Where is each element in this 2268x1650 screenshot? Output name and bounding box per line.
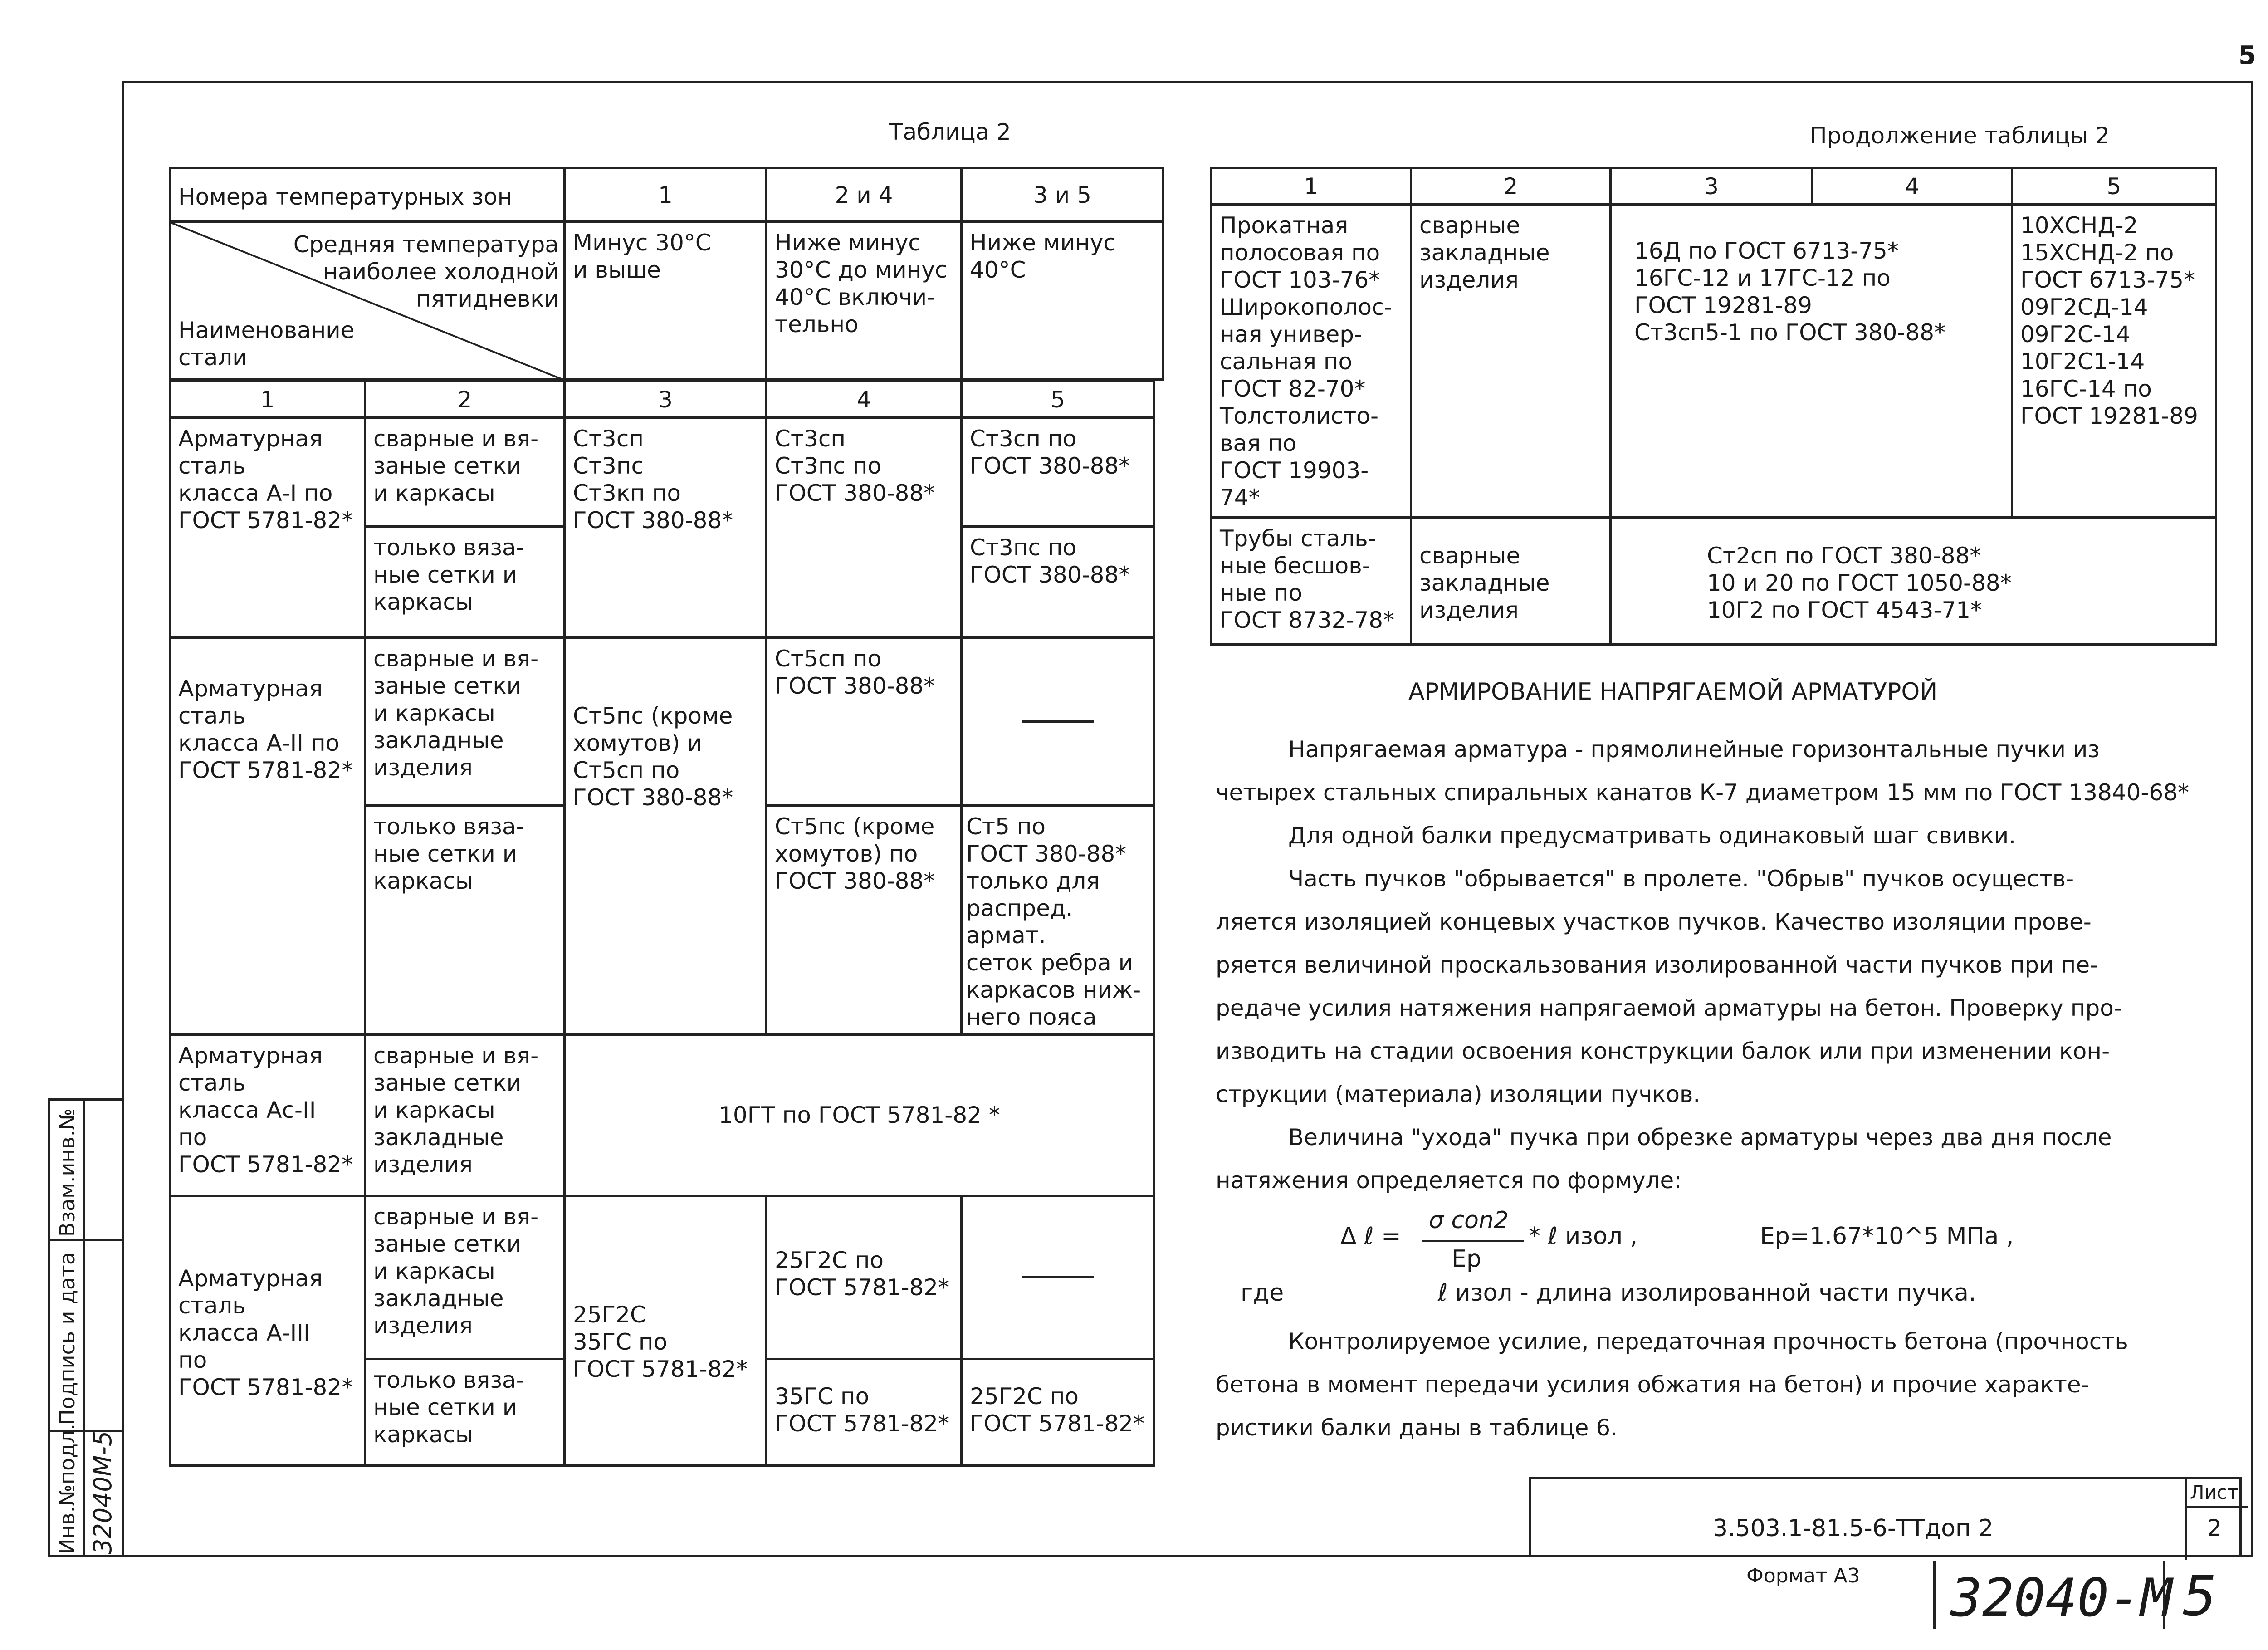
diag-top-label: Средняя температура наиболее холодной пятидневки: [293, 231, 559, 312]
c4-a3-2: 35ГС по ГОСТ 5781-82*: [767, 1359, 962, 1466]
stamp-strip: [48, 1098, 122, 1557]
c5-a2-2: Ст5 по ГОСТ 380-88* только для распред. армат. сеток ребра и каркасов ниж- него пояса: [962, 806, 1154, 1035]
dash-mark: [1022, 720, 1094, 723]
section-heading: АРМИРОВАНИЕ НАПРЯГАЕМОЙ АРМАТУРОЙ: [1408, 678, 1938, 705]
temp-zone-2: Ниже минус 30°С до минус 40°С включи- тельно: [767, 222, 962, 380]
cont-r2-c1: Трубы сталь- ные бесшов- ные по ГОСТ 8732-78*: [1212, 518, 1411, 645]
text-line: бетона в момент передачи усилия обжатия на бетон) и прочие характе-: [1216, 1371, 2089, 1398]
formula-ep: Ep=1.67*10^5 МПа ,: [1760, 1223, 2014, 1250]
text-line: редаче усилия натяжения напрягаемой арматуры на бетон. Проверку про-: [1216, 995, 2122, 1021]
section-body: [1216, 728, 2204, 1202]
stamp-inv-value: 32040М-5: [88, 1430, 117, 1554]
col-num-1: 1: [170, 382, 365, 418]
c5-a2-1: [962, 638, 1154, 806]
zone-col-1: 1: [565, 168, 767, 222]
text-line: натяжения определяется по формуле:: [1216, 1167, 1682, 1194]
cont-num-4: 4: [1813, 168, 2012, 205]
footer-number: 5: [2182, 1565, 2217, 1628]
use-a1-2: только вяза- ные сетки и каркасы: [365, 527, 565, 638]
use-a2-2: только вяза- ные сетки и каркасы: [365, 806, 565, 1035]
c3-a2: Ст5пс (кроме хомутов) и Ст5сп по ГОСТ 380-88*: [565, 638, 767, 1035]
table2-header: [169, 167, 1164, 381]
c4-a1: Ст3сп Ст3пс по ГОСТ 380-88*: [767, 418, 962, 638]
steel-ac2: Арматурная сталь класса Ас-II по ГОСТ 5781-82*: [170, 1035, 365, 1196]
cont-num-3: 3: [1611, 168, 1813, 205]
stamp-inv-label: Инв.№подл.: [55, 1423, 79, 1554]
zone-col-3: 3 и 5: [962, 168, 1163, 222]
stamp-sign-date-label: Подпись и дата: [55, 1252, 79, 1425]
steel-a3: Арматурная сталь класса А-III по ГОСТ 5781-82*: [170, 1196, 365, 1466]
col-num-4: 4: [767, 382, 962, 418]
cont-r1-c5: 10ХСНД-2 15ХСНД-2 по ГОСТ 6713-75* 09Г2СД-14 09Г2С-14 10Г2С1-14 16ГС-14 по ГОСТ 19281-89: [2012, 205, 2216, 518]
footer-divider-2: [2163, 1561, 2165, 1629]
use-ac2: сварные и вя- заные сетки и каркасы закладные изделия: [365, 1035, 565, 1196]
title-block: [1529, 1477, 2242, 1557]
text-line: Контролируемое усилие, передаточная прочность бетона (прочность: [1288, 1328, 2128, 1355]
zones-label: Номера температурных зон: [170, 168, 565, 222]
use-a1-1: сварные и вя- заные сетки и каркасы: [365, 418, 565, 527]
cont-num-5: 5: [2012, 168, 2216, 205]
text-line: Напрягаемая арматура - прямолинейные горизонтальные пучки из: [1288, 736, 2100, 763]
section-body-2: [1216, 1320, 2204, 1449]
page-number: 5: [2239, 41, 2256, 70]
use-a3-2: только вяза- ные сетки и каркасы: [365, 1359, 565, 1466]
text-line: Для одной балки предусматривать одинаковый шаг свивки.: [1288, 823, 2016, 849]
cont-num-1: 1: [1212, 168, 1411, 205]
footer-divider-1: [1933, 1561, 1936, 1629]
col-num-3: 3: [565, 382, 767, 418]
sheet-number: 2: [2207, 1515, 2222, 1541]
text-line: Величина "ухода" пучка при обрезке арматуры через два дня после: [1288, 1124, 2112, 1151]
text-line: ряется величиной проскальзования изолированной части пучков при пе-: [1216, 952, 2098, 978]
formula-numerator: σ con2: [1429, 1207, 1509, 1234]
text-line: Часть пучков "обрывается" в пролете. "Обрыв" пучков осуществ-: [1288, 866, 2074, 892]
diagonal-header-cell: [170, 222, 565, 380]
cont-r2-c2: сварные закладные изделия: [1411, 518, 1611, 645]
diag-bottom-label: Наименование стали: [178, 317, 355, 371]
formula-denominator: Ep: [1452, 1245, 1481, 1273]
c4-a2-2: Ст5пс (кроме хомутов) по ГОСТ 380-88*: [767, 806, 962, 1035]
formula-rhs: * ℓ изол ,: [1529, 1223, 1638, 1250]
cont-num-2: 2: [1411, 168, 1611, 205]
c5-a1-2: Ст3пс по ГОСТ 380-88*: [962, 527, 1154, 638]
c5-a3-2: 25Г2С по ГОСТ 5781-82*: [962, 1359, 1154, 1466]
c4-a2-1: Ст5сп по ГОСТ 380-88*: [767, 638, 962, 806]
merged-10gt: 10ГТ по ГОСТ 5781-82 *: [565, 1035, 1154, 1196]
footer-code: 32040-М: [1950, 1567, 2172, 1629]
table2-cont: [1210, 167, 2217, 646]
steel-a2: Арматурная сталь класса А-II по ГОСТ 5781-82*: [170, 638, 365, 1035]
table2-caption: Таблица 2: [889, 119, 1011, 145]
text-line: струкции (материала) изоляции пучков.: [1216, 1081, 1701, 1107]
table2-cont-caption: Продолжение таблицы 2: [1810, 122, 2110, 149]
cont-r1-c1: Прокатная полосовая по ГОСТ 103-76* Широкополос- ная универ- сальная по ГОСТ 82-70* Толстолисто- вая по ГОСТ 19903-74*: [1212, 205, 1411, 518]
c5-a3-1: [962, 1196, 1154, 1359]
c4-a3-1: 25Г2С по ГОСТ 5781-82*: [767, 1196, 962, 1359]
cont-r1-c2: сварные закладные изделия: [1411, 205, 1611, 518]
zone-col-2: 2 и 4: [767, 168, 962, 222]
cont-r2-c345: Ст2сп по ГОСТ 380-88* 10 и 20 по ГОСТ 1050-88* 10Г2 по ГОСТ 4543-71*: [1611, 518, 2216, 645]
temp-zone-1: Минус 30°С и выше: [565, 222, 767, 380]
steel-a1: Арматурная сталь класса А-I по ГОСТ 5781-82*: [170, 418, 365, 638]
stamp-vzam-label: Взам.инв.№: [55, 1108, 79, 1237]
use-a3-1: сварные и вя- заные сетки и каркасы закладные изделия: [365, 1196, 565, 1359]
cont-r1-c34: 16Д по ГОСТ 6713-75* 16ГС-12 и 17ГС-12 по ГОСТ 19281-89 Ст3сп5-1 по ГОСТ 380-88*: [1611, 205, 2012, 518]
doc-code: 3.503.1-81.5-6-ТТдоп 2: [1713, 1515, 1994, 1542]
c3-a3: 25Г2С 35ГС по ГОСТ 5781-82*: [565, 1196, 767, 1466]
text-line: ляется изоляцией концевых участков пучков. Качество изоляции прове-: [1216, 909, 2092, 935]
col-num-2: 2: [365, 382, 565, 418]
sheet-label: Лист: [2190, 1481, 2239, 1503]
c5-a1-1: Ст3сп по ГОСТ 380-88*: [962, 418, 1154, 527]
formula-lhs: Δ ℓ =: [1340, 1223, 1401, 1250]
col-num-5: 5: [962, 382, 1154, 418]
fraction-bar: [1422, 1240, 1524, 1242]
where-label: где: [1241, 1279, 1284, 1307]
dash-mark: [1022, 1276, 1094, 1278]
text-line: четырех стальных спиральных канатов К-7 диаметром 15 мм по ГОСТ 13840-68*: [1216, 779, 2190, 806]
format-label: Формат А3: [1746, 1564, 1860, 1587]
c3-a1: Ст3сп Ст3пс Ст3кп по ГОСТ 380-88*: [565, 418, 767, 638]
table2-body: [169, 380, 1155, 1467]
text-line: ристики балки даны в таблице 6.: [1216, 1415, 1618, 1441]
use-a2-1: сварные и вя- заные сетки и каркасы закладные изделия: [365, 638, 565, 806]
text-line: изводить на стадии освоения конструкции балок или при изменении кон-: [1216, 1038, 2110, 1064]
where-text: ℓ изол - длина изолированной части пучка.: [1438, 1279, 1976, 1307]
temp-zone-3: Ниже минус 40°С: [962, 222, 1163, 380]
